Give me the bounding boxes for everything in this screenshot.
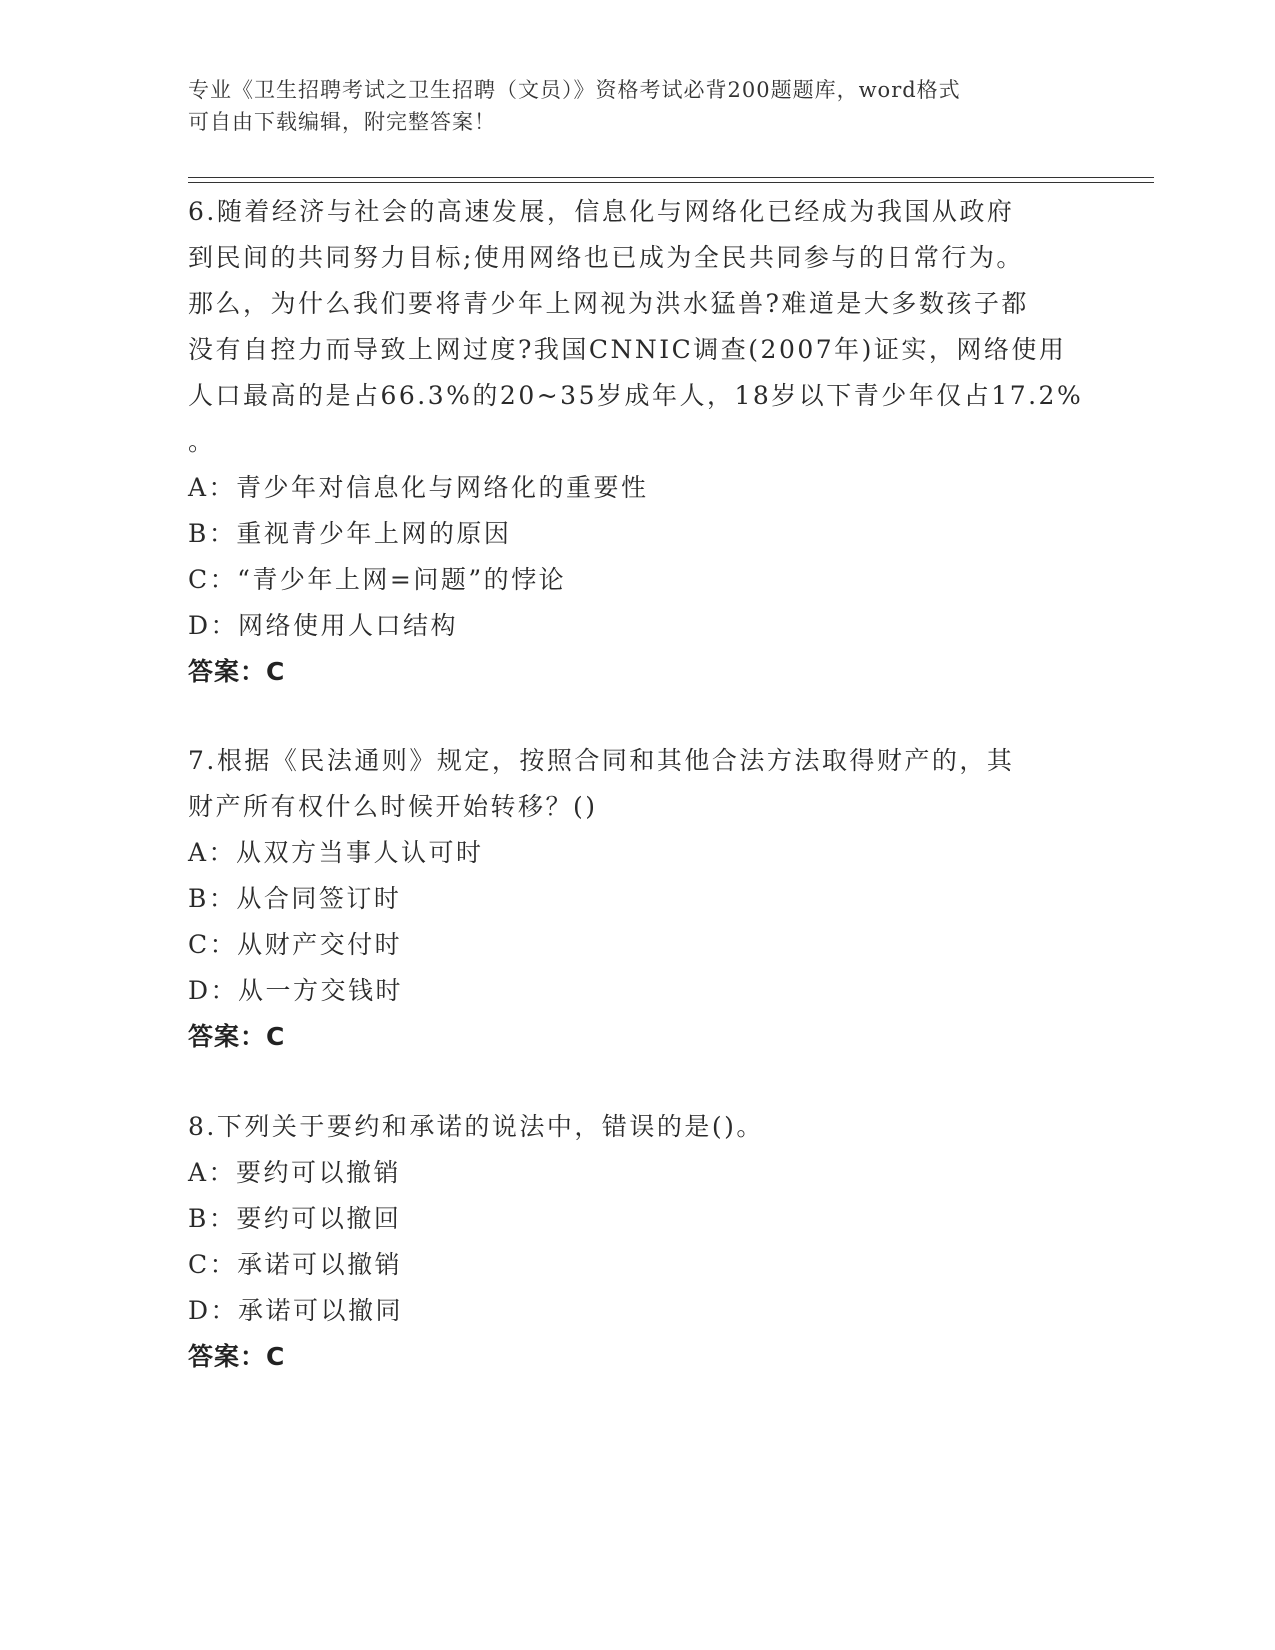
question-6: [188, 189, 1088, 695]
option-c: C：“青少年上网=问题”的悖论: [188, 565, 567, 594]
option-a: A：从双方当事人认可时: [188, 838, 484, 867]
question-text-line: 7.根据《民法通则》规定，按照合同和其他合法方法取得财产的，其: [188, 746, 1015, 775]
question-text-line: 没有自控力而导致上网过度?我国CNNIC调查(2007年)证实，网络使用: [188, 335, 1067, 364]
option-a: A：青少年对信息化与网络化的重要性: [188, 473, 649, 502]
header-divider-bottom: [188, 182, 1154, 183]
question-7: [188, 738, 1088, 1060]
option-c: C：从财产交付时: [188, 930, 403, 959]
option-a: A：要约可以撤销: [188, 1158, 402, 1187]
header-line-2: 可自由下载编辑，附完整答案！: [188, 110, 496, 134]
option-d: D：从一方交钱时: [188, 976, 404, 1005]
answer-label: 答案：C: [188, 657, 286, 686]
document-header: [188, 74, 1088, 138]
header-line-1: 专业《卫生招聘考试之卫生招聘（文员）》资格考试必背200题题库，word格式: [188, 78, 961, 102]
answer-label: 答案：C: [188, 1022, 286, 1051]
question-8: [188, 1104, 1088, 1380]
question-text-line: 到民间的共同努力目标;使用网络也已成为全民共同参与的日常行为。: [188, 243, 1024, 272]
option-d: D：网络使用人口结构: [188, 611, 459, 640]
option-d: D：承诺可以撤同: [188, 1296, 404, 1325]
question-text-line: 6.随着经济与社会的高速发展，信息化与网络化已经成为我国从政府: [188, 197, 1015, 226]
question-text-line: 那么，为什么我们要将青少年上网视为洪水猛兽?难道是大多数孩子都: [188, 289, 1029, 318]
option-b: B：要约可以撤回: [188, 1204, 402, 1233]
answer-label: 答案：C: [188, 1342, 286, 1371]
option-c: C：承诺可以撤销: [188, 1250, 403, 1279]
question-text-line: 人口最高的是占66.3%的20~35岁成年人，18岁以下青少年仅占17.2%: [188, 381, 1084, 410]
header-divider-top: [188, 177, 1154, 178]
option-b: B：重视青少年上网的原因: [188, 519, 512, 548]
question-text-line: 财产所有权什么时候开始转移？(): [188, 792, 598, 821]
question-text-line: 8.下列关于要约和承诺的说法中，错误的是()。: [188, 1112, 764, 1141]
option-b: B：从合同签订时: [188, 884, 402, 913]
question-text-line: 。: [188, 427, 216, 456]
